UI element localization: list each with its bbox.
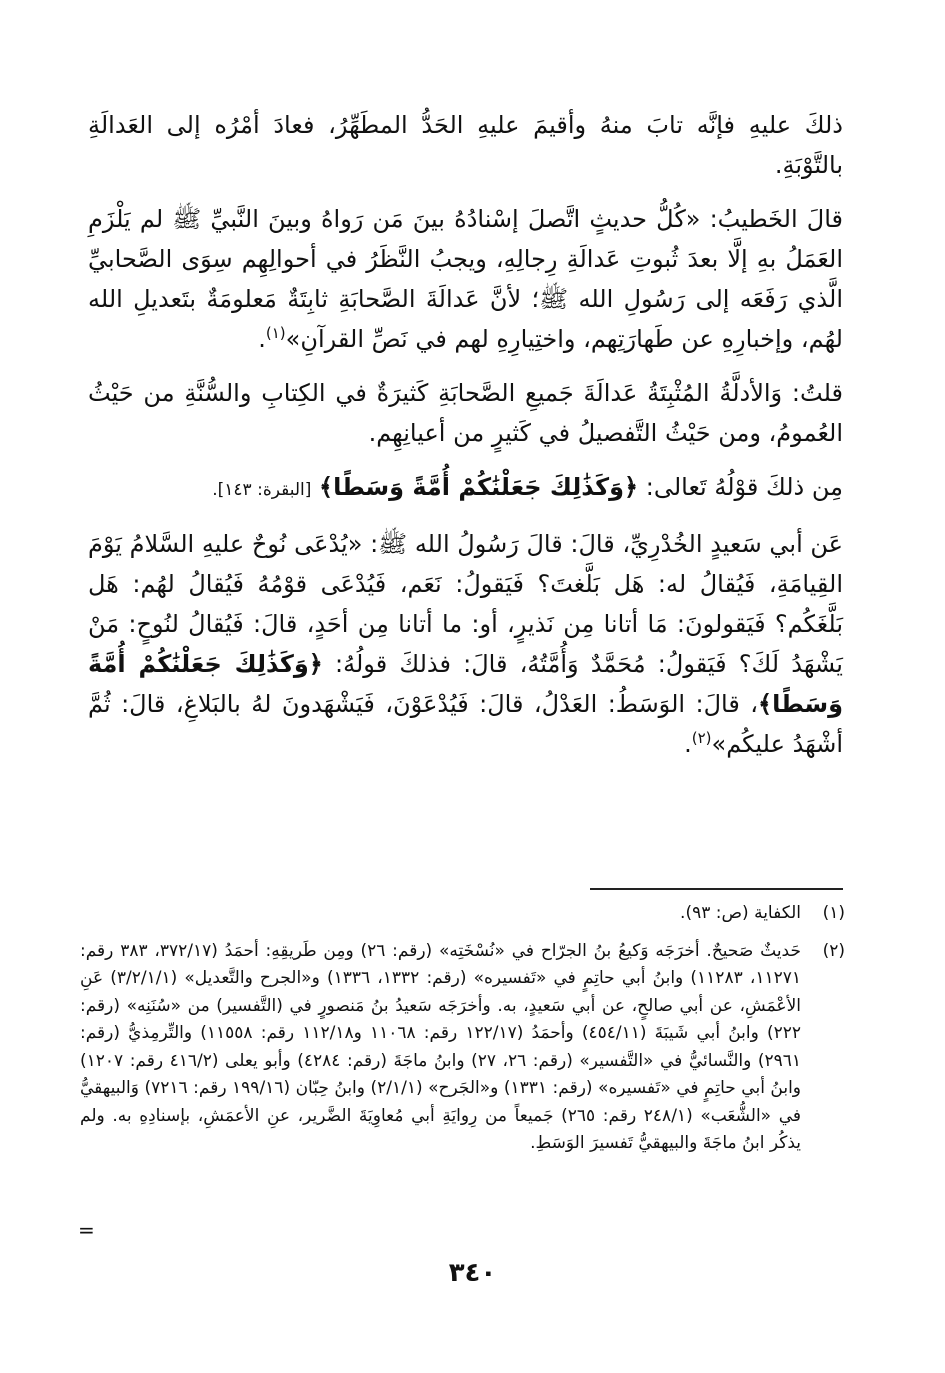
main-text xyxy=(88,105,843,778)
paragraph-3-text: قلتُ: وَالأدلَّةُ المُثْبِتَةُ عَدالَةَ جَميعِ الصَّحابَةِ كَثيرَةٌ في الكِتابِ والسُّنَّةِ من حَيْثُ العُمومُ، ومن حَيْثُ التَّفصيلُ في كَثيرٍ من أعيانِهِم. xyxy=(88,379,843,447)
footnote-number: (٢) xyxy=(822,940,845,961)
continuation-mark: = xyxy=(78,1218,95,1242)
footnote-text: حَديثٌ صَحيحٌ. أخرَجَه وَكيعُ بنُ الجرّاح في «نُسْخَتِه» (رقم: ٢٦) ومِن طَريقِهِ: أحمَدُ (٣٧٢/١٧، ٣٨٣ رقم: ١١٢٧١، ١١٢٨٣) وابنُ أبي حاتِمٍ في «تَفسيره» (رقم: ١٣٣٢، ١٣٣٦) و«الجرح والتَّعديل» (٣/٢/١/١) عَنِ الأعْمَشِ، عن أبي صالحٍ، عن أبي سَعيدٍ، به. وأخرَجَه سَعيدُ بنُ مَنصورٍ في (التَّفسير) من «سُنَنِه» (رقم: ٢٢٢) وابنُ أبي شَيبَةَ (٤٥٤/١١) وأحمَدُ (١٢٢/١٧ رقم: ١١٠٦٨ و١١٢/١٨ رقم: ١١٥٥٨) والتِّرمِذيُّ (رقم: ٢٩٦١) والنَّسائيُّ في «التَّفسير» (رقم: ٢٦، ٢٧) وابنُ ماجَةَ (رقم: ٤٢٨٤) وأبو يعلى (٤١٦/٢ رقم: ١٢٠٧) وابنُ أبي حاتِمٍ في «تَفسيره» (رقم: ١٣٣١) و«الجَرح» (٢/١/١) وابنُ حِبّان (١٩٩/١٦ رقم: ٧٢١٦) وَالبيهقيُّ في «الشُّعَب» (٢٤٨/١ رقم: ٢٦٥) جَميعاً من رِوايَةِ أبي مُعاوِيَةَ الضَّرير، عنِ الأعمَشِ، بإسنادِهِ به. ولم يذكُر ابنُ ماجَةَ والبيهقيُّ تَفسيرَ الوَسَطِ. xyxy=(80,940,802,1153)
footnote-1 xyxy=(80,900,845,928)
quran-verse: ﴿وَكَذَٰلِكَ جَعَلْنَٰكُمْ أُمَّةً وَسَطًا﴾ xyxy=(319,473,639,501)
footnote-ref-1[interactable]: (١) xyxy=(265,324,286,342)
paragraph-4 xyxy=(88,467,843,510)
paragraph-1-text: ذلكَ عليهِ فإنَّه تابَ منهُ وأقيمَ عليهِ الحَدُّ المطَهِّرُ، فعادَ أمْرُه إلى العَدالَةِ بالتَّوْبَةِ. xyxy=(88,111,843,179)
quran-verse-2: ﴿وَكَذَٰلِكَ جَعَلْنَٰكُمْ أُمَّةً وَسَطًا﴾ xyxy=(88,650,843,718)
paragraph-3 xyxy=(88,373,843,453)
paragraph-2 xyxy=(88,199,843,359)
footnote-2 xyxy=(80,938,845,1158)
paragraph-5 xyxy=(88,524,843,764)
paragraph-4-intro: مِن ذلكَ قوْلُهُ تَعالى: xyxy=(645,473,843,501)
footnote-text: الكفاية (ص: ٩٣). xyxy=(680,903,801,923)
paragraph-1 xyxy=(88,105,843,185)
footnotes xyxy=(80,900,845,1168)
paragraph-2-text: قالَ الخَطيبُ: «كُلُّ حديثٍ اتَّصلَ إسْنادُهُ بينَ مَن رَواهُ وبينَ النَّبيِّ ﷺ لم يَلْزَمِ العَمَلُ بهِ إلَّا بعدَ ثُبوتِ عَدالَةِ رِجالِهِ، ويجبُ النَّظَرُ في أحوالِهِم سِوَى الصَّحابيِّ الَّذي رَفَعَه إلى رَسُولِ الله ﷺ؛ لأنَّ عَدالَةَ الصَّحابَةِ ثابِتَةٌ مَعلومَةٌ بتَعديلِ الله لهُم، وإخبارِهِ عن طَهارَتِهم، واختِيارِهِ لهم في نَصِّ القرآنِ» xyxy=(88,205,843,353)
page-number: ٣٤٠ xyxy=(448,1258,497,1288)
footnote-separator xyxy=(590,888,843,890)
paragraph-5-end: . xyxy=(684,730,692,758)
paragraph-5-text-b: ، قالَ: الوَسَطُ: العَدْلُ، قالَ: فَيُدْعَوْنَ، فَيَشْهَدونَ لهُ بالبَلاغِ، قالَ: ثُمَّ أشْهَدُ عليكُم» xyxy=(88,690,843,758)
paragraph-5-text-a: عَن أبي سَعيدٍ الخُدْرِيِّ، قالَ: قالَ رَسُولُ الله ﷺ: «يُدْعَى نُوحٌ عليهِ السَّلامُ يَوْمَ القِيامَةِ، فَيُقالُ له: هَل بَلَّغتَ؟ فَيَقولُ: نَعَم، فَيُدْعَى قوْمُهُ فَيُقالُ لهُم: هَل بَلَّغَكُم؟ فَيَقولونَ: مَا أتانا مِن نَذيرٍ، أو: ما أتانا مِن أحَدٍ، قالَ: فَيُقالُ لنُوحٍ: مَنْ يَشْهَدُ لَكَ؟ فَيَقولُ: مُحَمَّدٌ وَأُمَّتُهُ، قالَ: فذلكَ قولُهُ: xyxy=(88,530,843,678)
verse-reference: [البقرة: ١٤٣]. xyxy=(212,480,312,500)
paragraph-2-end: . xyxy=(258,325,266,353)
footnote-number: (١) xyxy=(822,903,845,923)
footnote-ref-2[interactable]: (٢) xyxy=(691,729,712,747)
